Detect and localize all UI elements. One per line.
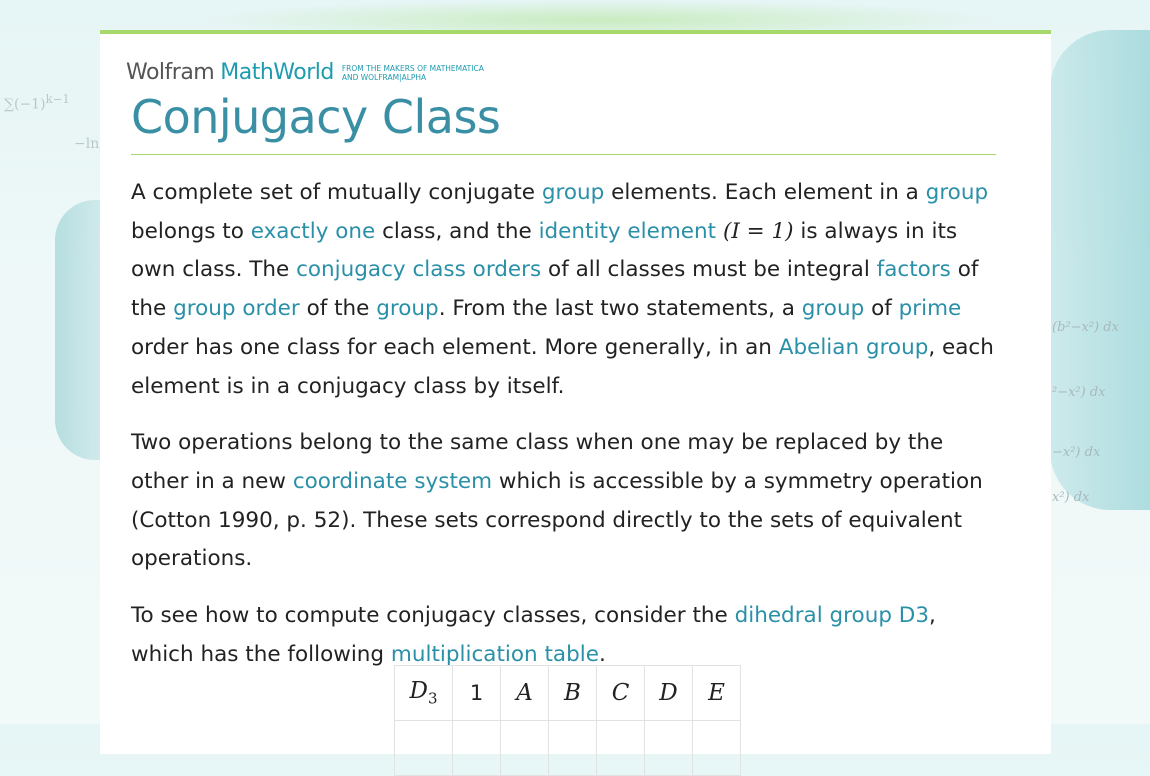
multiplication-table xyxy=(394,665,741,776)
link-identity-element[interactable]: identity element xyxy=(538,218,717,244)
paragraph xyxy=(131,597,1001,674)
table-header-cell: C xyxy=(597,666,645,721)
logo-mathworld: MathWorld xyxy=(220,60,334,85)
link-conjugacy-class-orders[interactable]: conjugacy class orders xyxy=(296,257,542,283)
link-abelian-group[interactable]: Abelian group xyxy=(778,334,929,360)
link-multiplication-table[interactable]: multiplication table xyxy=(390,641,599,667)
text: of all classes must be integral xyxy=(541,257,877,283)
text: . From the last two statements, a xyxy=(438,296,802,322)
page-title: Conjugacy Class xyxy=(131,90,501,144)
tagline-2: AND WOLFRAM|ALPHA xyxy=(341,72,427,82)
text: which is accessible by a symmetry operation (Cotton 1990, p. 52). These sets correspond directly to the sets of equivalent operations. xyxy=(131,468,983,572)
table-row xyxy=(395,721,741,776)
title-divider xyxy=(131,154,996,155)
table-header-row xyxy=(395,666,741,721)
link-coordinate-system[interactable]: coordinate system xyxy=(292,468,493,494)
link-group-order[interactable]: group order xyxy=(173,296,300,322)
text: belongs to xyxy=(131,218,251,244)
table-header-cell: A xyxy=(501,666,549,721)
background-decoration-right: (b²−x²) dx ²−x²) dx −x²) dx x²) dx xyxy=(1050,10,1150,530)
table-corner-cell: $D_3$ xyxy=(395,666,453,721)
link-prime[interactable]: prime xyxy=(898,296,962,322)
logo-tagline xyxy=(342,64,484,82)
text: , each element is in a conjugacy class by itself. xyxy=(131,334,994,399)
article-card xyxy=(100,30,1051,754)
table-header-cell: 1 xyxy=(453,666,501,721)
text: Two operations belong to the same class when one may be replaced by the other in a new xyxy=(131,430,944,494)
background-decoration-left: $\sum(-1)^{k-1}$ −ln xyxy=(0,80,100,380)
link-group[interactable]: group xyxy=(376,296,439,322)
text: class, and the xyxy=(375,218,539,244)
link-factors[interactable]: factors xyxy=(876,257,951,283)
text: of the xyxy=(131,257,979,322)
mathworld-logo[interactable] xyxy=(126,60,484,85)
paragraph xyxy=(131,174,1001,406)
paragraph xyxy=(131,424,1001,579)
text: of the xyxy=(299,296,377,322)
link-group[interactable]: group xyxy=(925,180,989,205)
text: order has one class for each element. More generally, in an xyxy=(131,334,779,360)
tagline-1: FROM THE MAKERS OF MATHEMATICA xyxy=(341,63,484,73)
table-header-cell: D xyxy=(645,666,693,721)
link-group[interactable]: group xyxy=(541,180,605,205)
text: . xyxy=(598,641,606,667)
link-group[interactable]: group xyxy=(801,296,865,322)
link-dihedral-group-d3[interactable]: dihedral group D3 xyxy=(734,603,930,629)
table-header-cell: E xyxy=(693,666,741,721)
text xyxy=(716,219,723,244)
article-body xyxy=(131,174,1001,692)
math-expression: (I = 1) xyxy=(722,218,794,244)
text: A complete set of mutually conjugate xyxy=(131,180,542,205)
text: To see how to compute conjugacy classes, consider the xyxy=(131,603,735,629)
text: of xyxy=(864,296,899,322)
text: elements. Each element in a xyxy=(604,180,926,205)
text: , which has the following xyxy=(131,603,936,667)
text: is always in its own class. The xyxy=(131,218,958,283)
table-header-cell: B xyxy=(549,666,597,721)
link-exactly-one[interactable]: exactly one xyxy=(250,218,376,244)
logo-wolfram: Wolfram xyxy=(126,60,215,85)
